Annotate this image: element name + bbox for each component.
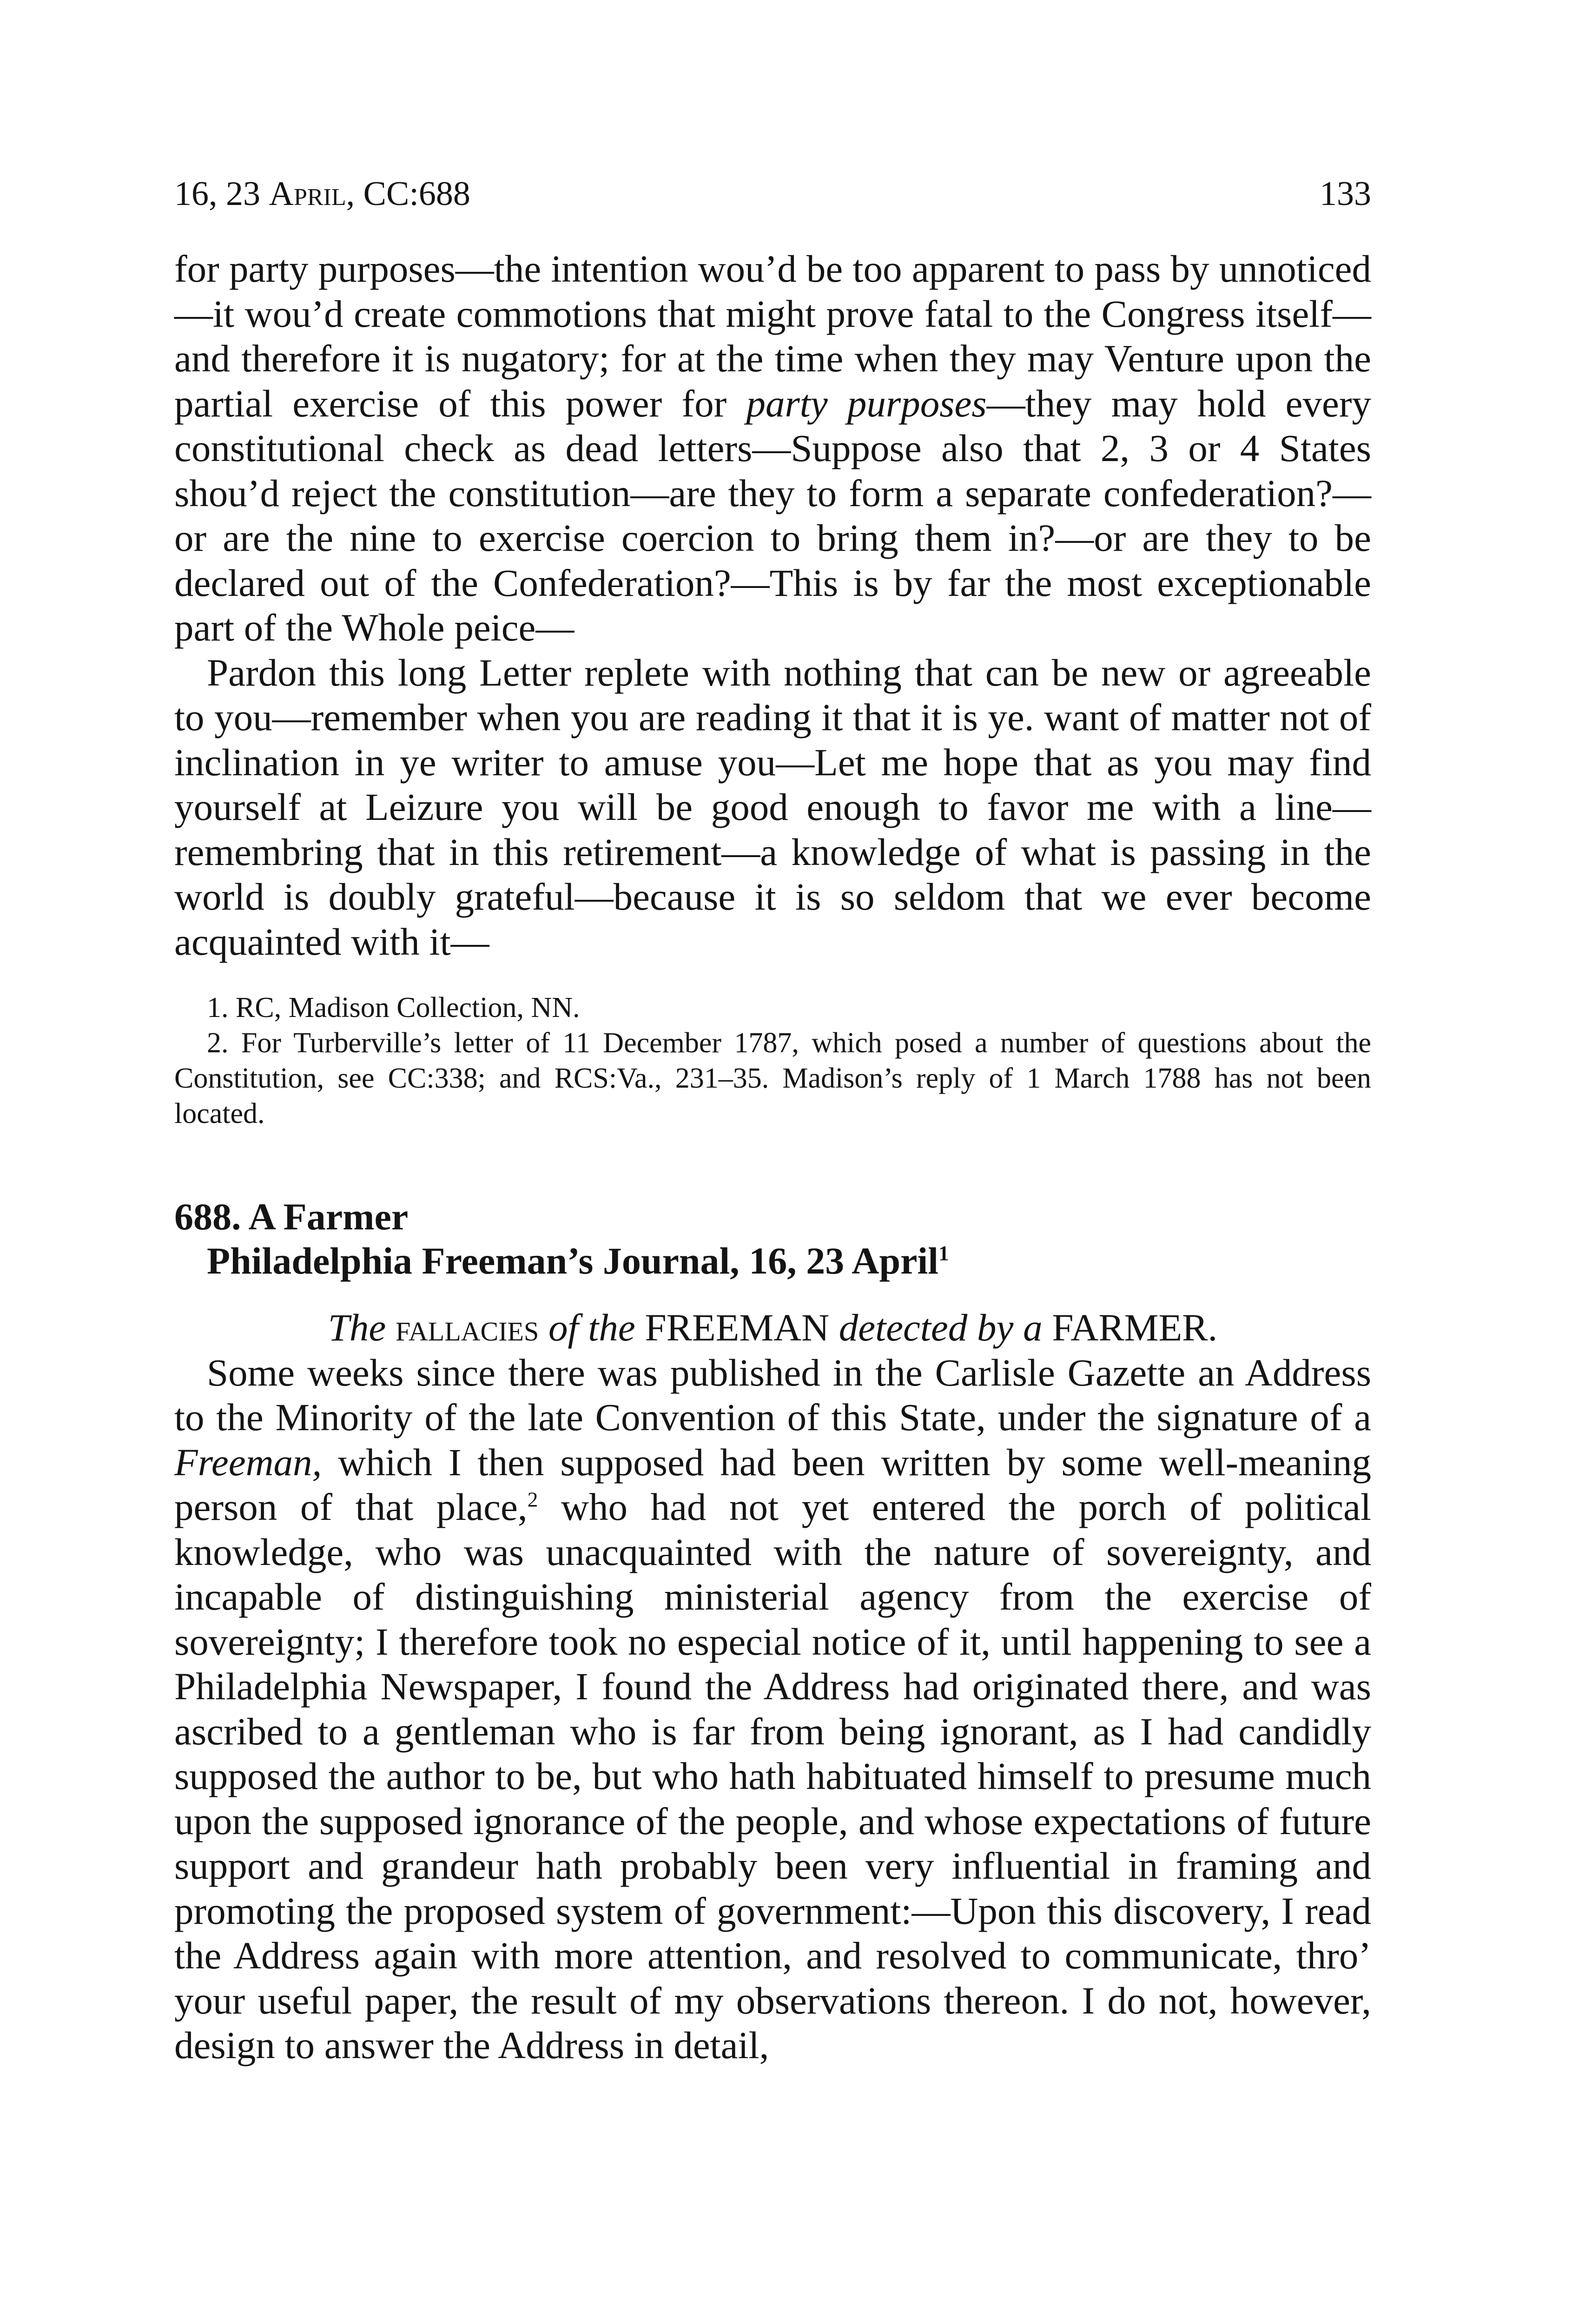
italic-freeman: Freeman,	[174, 1440, 322, 1484]
header-month: April	[269, 175, 346, 213]
document-paragraph-1: Some weeks since there was published in the Carlisle Gazette an Address to the Minority of the late Convention of this State, under the signature of a Freeman, which I then supposed had been written by some well-meaning person of that place,$^2$ who had not yet entered the porch of political knowledge, who was unacquainted with the nature of sovereignty, and incapable of distinguishing ministerial agency from the exercise of sovereignty; I therefore took no especial notice of it, until happening to see a Philadelphia Newspaper, I found the Address had originated there, and was ascribed to a gentleman who is far from being ignorant, as I had candidly supposed the author to be, but who hath habituated himself to presume much upon the supposed ignorance of the people, and whose expectations of future support and grandeur hath probably been very influential in framing and promoting the proposed system of government:—Upon this discovery, I read the Address again with more attention, and resolved to communicate, thro’ your useful paper, the result of my observations thereon. I do not, however, design to answer the Address in detail,	[174, 1351, 1371, 2067]
note-reference: 1	[938, 1241, 949, 1265]
document-source-line: Philadelphia Freeman’s Journal, 16, 23 April$^1$	[207, 1240, 949, 1282]
running-header	[174, 168, 1371, 219]
header-date-reference	[174, 168, 470, 219]
document-body	[174, 1305, 1371, 2068]
footnotes	[174, 990, 1371, 1131]
document-number-title: 688. A Farmer	[174, 1195, 409, 1238]
footnote-1: 1. RC, Madison Collection, NN.	[207, 992, 580, 1023]
letter-paragraph-1: for party purposes—the intention wou’d be too apparent to pass by unnoticed—it wou’d create commotions that might prove fatal to the Congress itself—and therefore it is nugatory; for at the time when they may Venture upon the partial exercise of this power for party purposes—they may hold every constitutional check as dead letters—Suppose also that 2, 3 or 4 States shou’d reject the constitution—are they to form a separate confederation?—or are the nine to exercise coercion to bring them in?—or are they to be declared out of the Confederation?—This is by far the most exceptionable part of the Whole peice—	[174, 247, 1371, 649]
page-number: 133	[1320, 175, 1371, 213]
document-heading	[174, 1195, 1371, 1283]
header-date: 16, 23	[174, 175, 269, 213]
document-subtitle: The fallacies of the FREEMAN detected by a FARMER.	[328, 1306, 1218, 1349]
note-reference: 2	[527, 1487, 538, 1512]
footnote-2: 2. For Turberville’s letter of 11 December 1787, which posed a number of questions about the Constitution, see CC:338; and RCS:Va., 231–35. Madison’s reply of 1 March 1788 has not been located.	[174, 1027, 1371, 1129]
header-reference: , CC:688	[346, 175, 470, 213]
letter-continuation	[174, 246, 1371, 964]
letter-paragraph-2: Pardon this long Letter replete with nothing that can be new or agreeable to you—remember when you are reading it that it is ye. want of matter not of inclination in ye writer to amuse you—Let me hope that as you may find yourself at Leizure you will be good enough to favor me with a line—remembring that in this retirement—a knowledge of what is passing in the world is doubly grateful—because it is so seldom that we ever become acquainted with it—	[174, 651, 1371, 963]
italic-phrase: party purposes	[746, 382, 987, 425]
